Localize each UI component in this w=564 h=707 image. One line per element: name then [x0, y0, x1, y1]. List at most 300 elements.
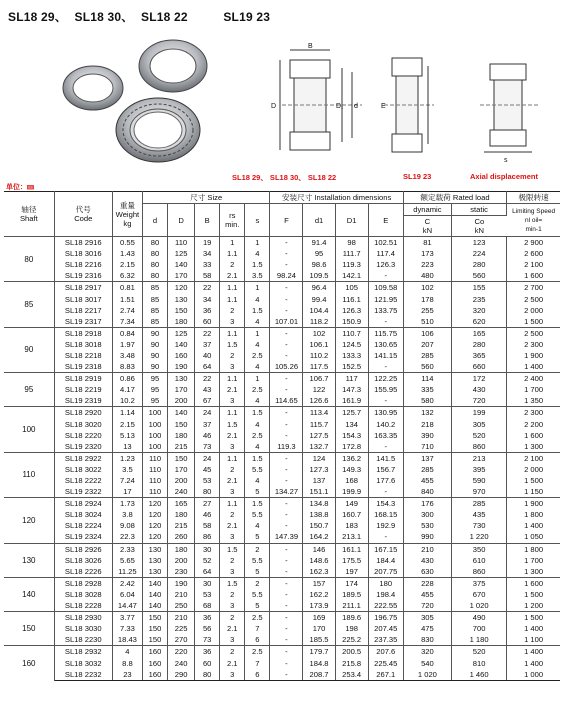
value-cell: 1 700 — [524, 555, 544, 565]
value-cell: 0.55 — [112, 237, 142, 249]
value-cell: 1.14 — [112, 407, 142, 419]
value-cell: 1 900 — [524, 350, 544, 360]
table-row — [4, 373, 560, 385]
value-cell: 9.08 — [112, 520, 142, 531]
code-cell: SL18 2918 — [54, 327, 112, 339]
value-cell: 189.5 — [335, 589, 368, 600]
value-cell: - — [368, 395, 403, 407]
value-cell: 240 — [168, 657, 195, 668]
value-cell: 110 — [142, 486, 167, 498]
value-cell: 133.3 — [335, 350, 368, 361]
value-cell: 510 — [403, 316, 451, 328]
value-cell: 305 — [403, 612, 451, 624]
table-row — [4, 509, 560, 520]
value-cell: 110.7 — [335, 327, 368, 339]
value-cell: 154.3 — [368, 498, 403, 510]
value-cell: - — [270, 669, 303, 681]
value-cell: 102 — [303, 327, 335, 339]
value-cell: 2 100 — [524, 260, 544, 270]
value-cell: 6 — [245, 634, 270, 646]
value-cell: 134.27 — [270, 486, 303, 498]
value-cell: 560 — [452, 270, 507, 282]
drawing-label-d: d — [354, 103, 358, 110]
value-cell: 2.1 — [220, 475, 245, 486]
value-cell: 22.3 — [112, 531, 142, 543]
value-cell: 1.1 — [220, 293, 245, 304]
value-cell: 111.7 — [335, 248, 368, 259]
value-cell: 1 500 — [507, 612, 560, 624]
series-sl1830: SL18 30、 — [74, 10, 134, 24]
value-cell: 189.6 — [335, 612, 368, 624]
value-cell: 290 — [168, 669, 195, 681]
value-cell: 180 — [168, 509, 195, 520]
table-row — [4, 430, 560, 441]
value-cell: 218 — [403, 419, 451, 430]
value-cell: 150 — [168, 305, 195, 316]
value-cell: 5.5 — [245, 589, 270, 600]
table-row — [4, 407, 560, 419]
value-cell: 119.3 — [335, 259, 368, 270]
value-cell: 120 — [168, 282, 195, 294]
value-cell: 225.45 — [368, 657, 403, 668]
value-cell: - — [270, 407, 303, 419]
value-cell: 110 — [142, 464, 167, 475]
header-size: 尺寸 Size — [142, 192, 269, 204]
value-cell: 253.4 — [335, 669, 368, 681]
value-cell: 121.95 — [368, 293, 403, 304]
value-cell: 2 — [245, 577, 270, 589]
value-cell: 180 — [168, 430, 195, 441]
header-s: s — [245, 204, 270, 237]
value-cell: 320 — [452, 305, 507, 316]
value-cell: 2.1 — [220, 623, 245, 634]
value-cell: 123 — [452, 237, 507, 249]
value-cell: 970 — [452, 486, 507, 498]
value-cell: 1 200 — [524, 601, 544, 611]
value-cell: 1.1 — [220, 407, 245, 419]
value-cell: 1 400 — [524, 362, 544, 372]
value-cell: 285 — [403, 464, 451, 475]
value-cell: 100 — [142, 430, 167, 441]
value-cell: 2 400 — [507, 373, 560, 385]
value-cell: 148.6 — [303, 555, 335, 566]
value-cell: 130 — [142, 566, 167, 578]
value-cell: 5 — [245, 531, 270, 543]
value-cell: 98 — [335, 237, 368, 249]
header-D1: D1 — [335, 204, 368, 237]
code-cell: SL18 3028 — [54, 589, 112, 600]
value-cell: 1 180 — [452, 634, 507, 646]
value-cell: 150 — [168, 452, 195, 464]
value-cell: - — [270, 646, 303, 658]
value-cell: 365 — [452, 350, 507, 361]
value-cell: 223 — [403, 259, 451, 270]
code-cell: SL18 2228 — [54, 600, 112, 612]
value-cell: 520 — [452, 646, 507, 658]
value-cell: 85 — [142, 316, 167, 328]
value-cell: 2.1 — [220, 384, 245, 395]
value-cell: 37 — [195, 339, 220, 350]
value-cell: 7 — [245, 623, 270, 634]
value-cell: 2.5 — [245, 612, 270, 624]
value-cell: 260 — [168, 531, 195, 543]
value-cell: 1.5 — [245, 259, 270, 270]
value-cell: - — [270, 293, 303, 304]
value-cell: 1 — [220, 237, 245, 249]
code-cell: SL18 2919 — [54, 373, 112, 385]
value-cell: 222.55 — [368, 600, 403, 612]
header-B: B — [195, 204, 220, 237]
header-d1: d1 — [303, 204, 335, 237]
value-cell: 64 — [195, 566, 220, 578]
value-cell: 138.8 — [303, 509, 335, 520]
value-cell: 67 — [195, 395, 220, 407]
value-cell: 4 — [245, 339, 270, 350]
drawing-sl18 — [262, 40, 382, 170]
table-row — [4, 237, 560, 249]
value-cell: 24 — [195, 452, 220, 464]
value-cell: - — [270, 350, 303, 361]
value-cell: 120 — [142, 531, 167, 543]
value-cell: 105 — [335, 282, 368, 294]
value-cell: 8.83 — [112, 361, 142, 373]
value-cell: - — [270, 509, 303, 520]
code-cell: SL18 2926 — [54, 543, 112, 555]
value-cell: 2 — [220, 612, 245, 624]
value-cell: 197 — [335, 566, 368, 578]
value-cell: - — [270, 657, 303, 668]
value-cell: 150.9 — [335, 316, 368, 328]
value-cell: 81 — [403, 237, 451, 249]
value-cell: 255 — [403, 305, 451, 316]
value-cell: 102 — [403, 282, 451, 294]
value-cell: 1 — [245, 327, 270, 339]
series-sl1923: SL19 23 — [223, 10, 271, 24]
value-cell: 2 100 — [507, 452, 560, 464]
value-cell: 124.5 — [335, 339, 368, 350]
code-cell: SL18 3032 — [54, 657, 112, 668]
value-cell: 122.25 — [368, 373, 403, 385]
code-cell: SL18 3020 — [54, 419, 112, 430]
header-static: static — [452, 204, 507, 216]
table-row — [4, 282, 560, 294]
value-cell: 2 — [245, 543, 270, 555]
value-cell: 109.58 — [368, 282, 403, 294]
value-cell: 840 — [403, 486, 451, 498]
value-cell: 109.5 — [303, 270, 335, 282]
value-cell: 1 150 — [524, 487, 544, 497]
value-cell: 36 — [195, 646, 220, 658]
code-cell: SL19 2318 — [54, 361, 112, 373]
series-sl1829: SL18 29、 — [8, 10, 67, 24]
value-cell: 2 700 — [507, 282, 560, 294]
value-cell: 810 — [452, 657, 507, 668]
value-cell: 630 — [403, 566, 451, 578]
value-cell: 0.81 — [112, 282, 142, 294]
value-cell: 27 — [195, 498, 220, 510]
value-cell: 134 — [335, 419, 368, 430]
value-cell: 125.7 — [335, 407, 368, 419]
value-cell: 1 500 — [524, 476, 544, 486]
value-cell: 267.1 — [368, 669, 403, 681]
value-cell: 140 — [168, 259, 195, 270]
value-cell: 119.3 — [270, 441, 303, 453]
code-cell: SL18 2917 — [54, 282, 112, 294]
value-cell: - — [270, 634, 303, 646]
header-F: F — [270, 204, 303, 237]
value-cell: 147.3 — [335, 384, 368, 395]
table-row — [4, 339, 560, 350]
value-cell: 1 020 — [403, 669, 451, 681]
value-cell: 53 — [195, 589, 220, 600]
value-cell: 104.4 — [303, 305, 335, 316]
value-cell: 1.1 — [220, 327, 245, 339]
value-cell: 180 — [168, 316, 195, 328]
value-cell: 7.33 — [112, 623, 142, 634]
value-cell: - — [270, 248, 303, 259]
drawing-label-D1: D₁ — [336, 103, 344, 110]
value-cell: 1 020 — [452, 600, 507, 612]
value-cell: 80 — [142, 248, 167, 259]
table-row — [4, 634, 560, 646]
value-cell: 90 — [142, 339, 167, 350]
value-cell: 3.5 — [245, 270, 270, 282]
bearing-spec-table — [4, 191, 560, 681]
value-cell: - — [270, 577, 303, 589]
value-cell: 133.75 — [368, 305, 403, 316]
code-cell: SL18 2226 — [54, 566, 112, 578]
value-cell: - — [270, 566, 303, 578]
value-cell: 130 — [168, 293, 195, 304]
value-cell: 430 — [403, 555, 451, 566]
value-cell: 1 500 — [524, 316, 544, 326]
value-cell: - — [270, 373, 303, 385]
value-cell: 455 — [403, 589, 451, 600]
code-cell: SL18 2217 — [54, 305, 112, 316]
value-cell: 126.3 — [368, 259, 403, 270]
value-cell: 3 — [220, 486, 245, 498]
value-cell: 620 — [452, 316, 507, 328]
code-cell: SL18 2922 — [54, 452, 112, 464]
value-cell: 173.9 — [303, 600, 335, 612]
value-cell: 90 — [142, 361, 167, 373]
value-cell: 170 — [168, 270, 195, 282]
value-cell: 2 — [220, 509, 245, 520]
value-cell: 107.01 — [270, 316, 303, 328]
drawing-label-B: B — [308, 43, 313, 50]
code-cell: SL18 3022 — [54, 464, 112, 475]
value-cell: 160.7 — [335, 509, 368, 520]
table-row — [4, 270, 560, 282]
value-cell: 150 — [142, 634, 167, 646]
value-cell: 2 300 — [507, 407, 560, 419]
value-cell: 160 — [142, 669, 167, 681]
value-cell: 163.35 — [368, 430, 403, 441]
value-cell: 200 — [168, 395, 195, 407]
value-cell: 4 — [245, 361, 270, 373]
value-cell: 126.6 — [303, 395, 335, 407]
shaft-cell: 80 — [4, 237, 54, 282]
value-cell: 30 — [195, 577, 220, 589]
value-cell: 60 — [195, 316, 220, 328]
table-row — [4, 441, 560, 453]
value-cell: 560 — [403, 361, 451, 373]
value-cell: 73 — [195, 441, 220, 453]
value-cell: 1 700 — [524, 385, 544, 395]
value-cell: 215 — [168, 441, 195, 453]
value-cell: 196.75 — [368, 612, 403, 624]
value-cell: 1.5 — [220, 419, 245, 430]
value-cell: 130.95 — [368, 407, 403, 419]
value-cell: 4 — [245, 419, 270, 430]
code-cell: SL18 2932 — [54, 646, 112, 658]
table-row — [4, 464, 560, 475]
header-dynamic: dynamic — [403, 204, 451, 216]
value-cell: 2 — [220, 350, 245, 361]
value-cell: 1 600 — [507, 577, 560, 589]
value-cell: 170 — [303, 623, 335, 634]
value-cell: 5.5 — [245, 509, 270, 520]
value-cell: 34 — [195, 293, 220, 304]
value-cell: 95 — [142, 395, 167, 407]
table-row — [4, 669, 560, 681]
value-cell: 4 — [245, 316, 270, 328]
value-cell: 5 — [245, 600, 270, 612]
value-cell: 127.3 — [303, 464, 335, 475]
value-cell: 168 — [335, 475, 368, 486]
value-cell: 720 — [403, 600, 451, 612]
value-cell: 4 — [245, 475, 270, 486]
value-cell: 580 — [403, 395, 451, 407]
value-cell: 90 — [142, 327, 167, 339]
table-row — [4, 419, 560, 430]
shaft-cell: 130 — [4, 543, 54, 577]
value-cell: 305 — [452, 419, 507, 430]
value-cell: 490 — [452, 612, 507, 624]
table-row — [4, 555, 560, 566]
caption-sl19: SL19 23 — [403, 172, 432, 181]
value-cell: 860 — [452, 441, 507, 453]
code-cell: SL19 2316 — [54, 270, 112, 282]
value-cell: 4 — [245, 248, 270, 259]
header-E: E — [368, 204, 403, 237]
value-cell: 530 — [403, 520, 451, 531]
value-cell: 990 — [403, 531, 451, 543]
value-cell: 1 800 — [524, 510, 544, 520]
value-cell: 2 — [220, 464, 245, 475]
value-cell: 117.4 — [368, 248, 403, 259]
value-cell: 117.5 — [303, 361, 335, 373]
value-cell: 2.5 — [245, 350, 270, 361]
code-cell: SL18 3024 — [54, 509, 112, 520]
value-cell: 1 460 — [452, 669, 507, 681]
table-row — [4, 646, 560, 658]
value-cell: - — [368, 531, 403, 543]
table-row — [4, 577, 560, 589]
value-cell: - — [270, 384, 303, 395]
value-cell: 1.73 — [112, 498, 142, 510]
value-cell: 156.7 — [368, 464, 403, 475]
header-shaft: 轴径 Shaft — [4, 192, 54, 237]
code-cell: SL18 3026 — [54, 555, 112, 566]
drawing-label-E: E — [381, 103, 386, 110]
value-cell: 5.65 — [112, 555, 142, 566]
value-cell: 2.1 — [220, 430, 245, 441]
value-cell: 2 200 — [524, 419, 544, 429]
value-cell: - — [270, 555, 303, 566]
value-cell: 3 — [220, 441, 245, 453]
value-cell: 100 — [142, 441, 167, 453]
value-cell: 225 — [168, 623, 195, 634]
value-cell: 185.5 — [303, 634, 335, 646]
value-cell: 17 — [112, 486, 142, 498]
value-cell: 33 — [195, 259, 220, 270]
value-cell: 1 300 — [524, 566, 544, 576]
value-cell: 2 000 — [524, 305, 544, 315]
value-cell: 215 — [168, 520, 195, 531]
value-cell: 4 — [245, 395, 270, 407]
page-title — [8, 8, 274, 25]
header-speed: 极限转速 — [507, 192, 560, 204]
value-cell: 45 — [195, 464, 220, 475]
value-cell: 280 — [452, 259, 507, 270]
value-cell: 140 — [142, 589, 167, 600]
value-cell: 4 — [245, 293, 270, 304]
value-cell: 118.2 — [303, 316, 335, 328]
value-cell: 2.5 — [245, 384, 270, 395]
shaft-cell: 150 — [4, 612, 54, 646]
value-cell: 64 — [195, 361, 220, 373]
value-cell: 130 — [168, 373, 195, 385]
value-cell: 1.43 — [112, 248, 142, 259]
value-cell: 730 — [452, 520, 507, 531]
table-row — [4, 623, 560, 634]
value-cell: 124 — [303, 452, 335, 464]
value-cell: 86 — [195, 531, 220, 543]
value-cell: 2 300 — [524, 339, 544, 349]
value-cell: 98.6 — [303, 259, 335, 270]
value-cell: 1 600 — [524, 430, 544, 440]
value-cell: 150 — [142, 612, 167, 624]
value-cell: 235 — [452, 293, 507, 304]
value-cell: 208.7 — [303, 669, 335, 681]
value-cell: - — [270, 475, 303, 486]
value-cell: 5.13 — [112, 430, 142, 441]
code-cell: SL18 2930 — [54, 612, 112, 624]
value-cell: 1 — [245, 373, 270, 385]
value-cell: 117 — [335, 373, 368, 385]
value-cell: 160 — [142, 646, 167, 658]
value-cell: 207.75 — [368, 566, 403, 578]
value-cell: 2.15 — [112, 419, 142, 430]
value-cell: 149.3 — [335, 464, 368, 475]
value-cell: 113.4 — [303, 407, 335, 419]
value-cell: 475 — [403, 623, 451, 634]
value-cell: 199 — [452, 407, 507, 419]
value-cell: 1.1 — [220, 282, 245, 294]
value-cell: 2 900 — [507, 237, 560, 249]
value-cell: 213.1 — [335, 531, 368, 543]
value-cell: 80 — [195, 486, 220, 498]
value-cell: 300 — [403, 509, 451, 520]
value-cell: 80 — [142, 259, 167, 270]
value-cell: 95 — [303, 248, 335, 259]
value-cell: 830 — [403, 634, 451, 646]
value-cell: 52 — [195, 555, 220, 566]
header-Co: Co kN — [452, 216, 507, 237]
shaft-cell: 85 — [4, 282, 54, 327]
table-row — [4, 531, 560, 543]
